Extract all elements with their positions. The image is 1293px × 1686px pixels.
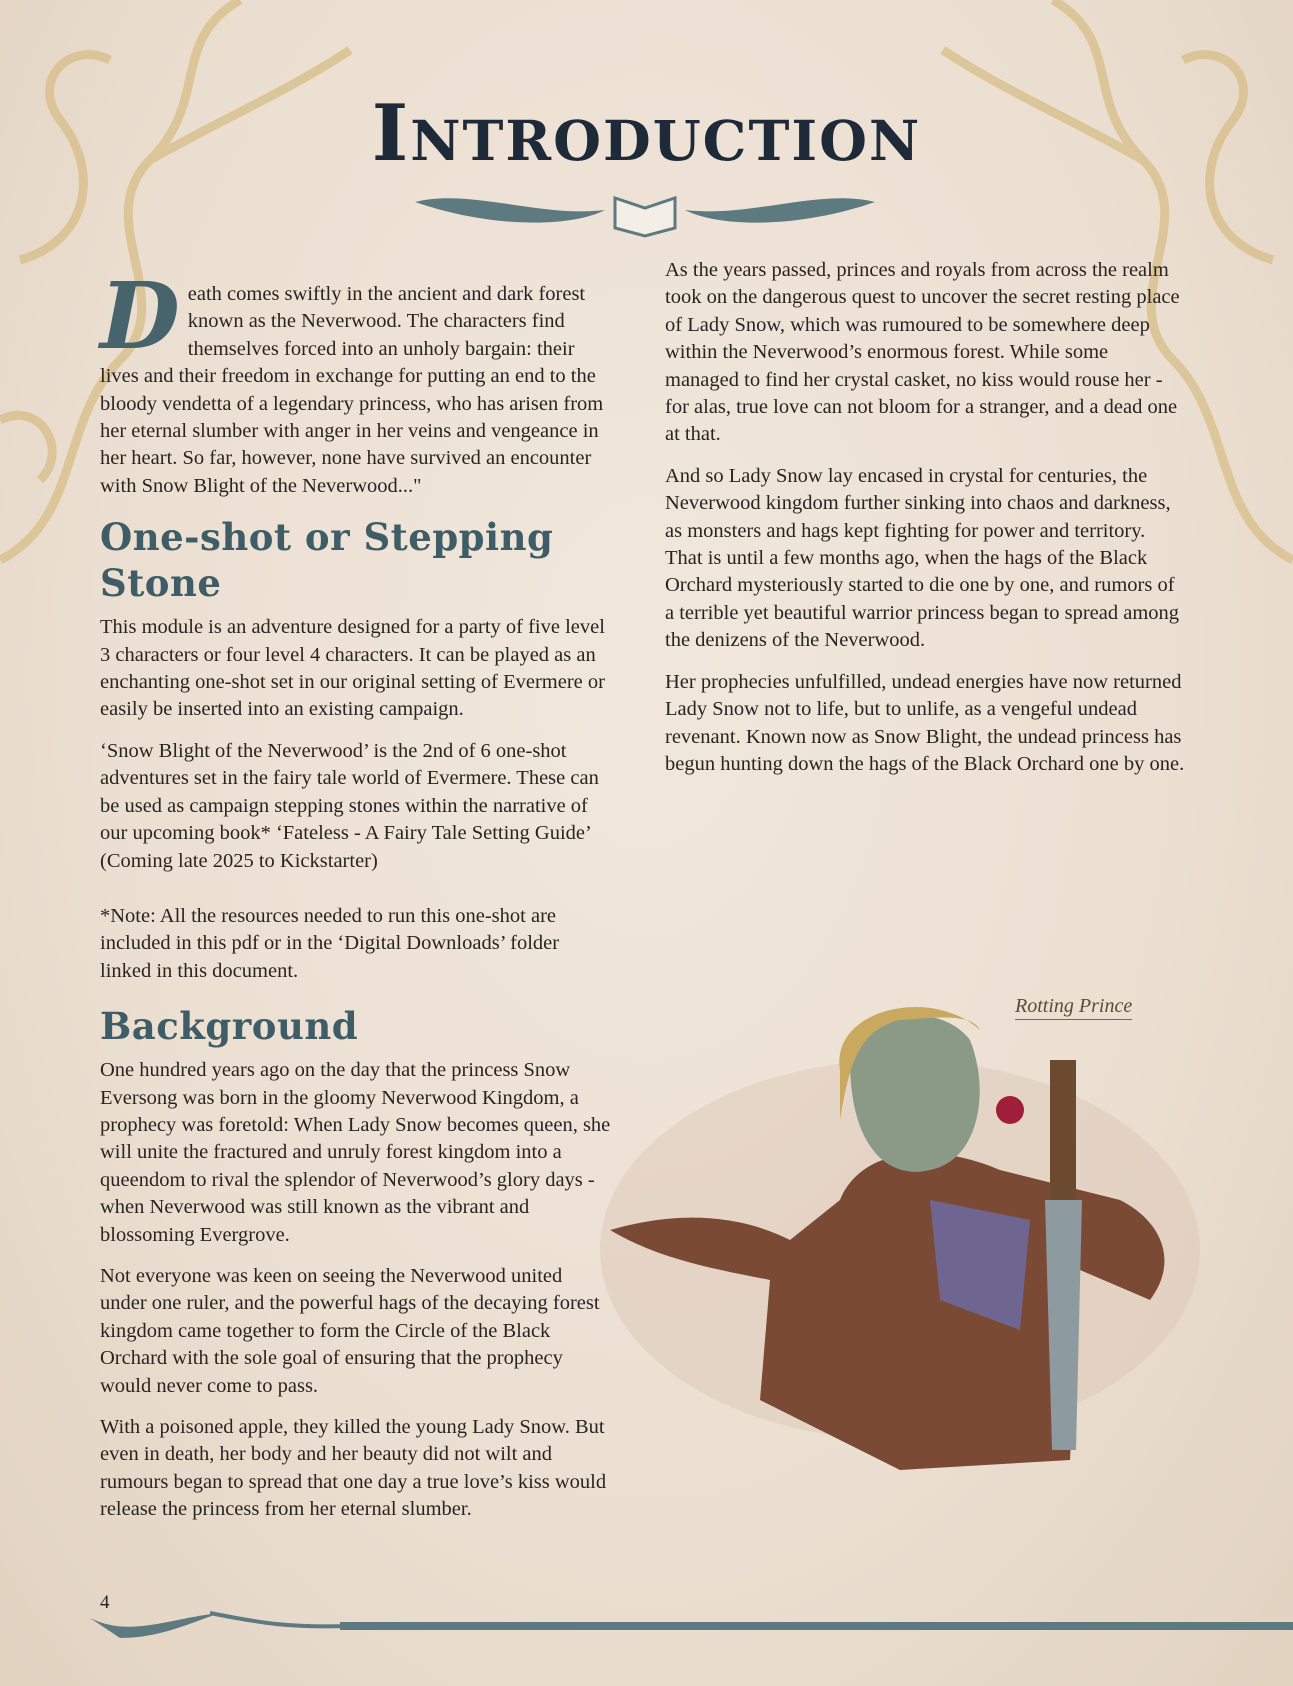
paragraph: With a poisoned apple, they killed the young Lady Snow. But even in death, her body and her beauty did not wilt and rumours began to spread that one day a true love’s kiss would release the princess from her eternal slumber. [100, 1416, 607, 1521]
paragraph: As the years passed, princes and royals from across the realm took on the dangerous quest to uncover the secret resting place of Lady Snow, which was rumoured to be somewhere deep within the Neverwood’s enormous forest. While some managed to find her crystal casket, no kiss would rouse her - for alas, true love can not bloom for a stranger, and a dead one at that. [665, 259, 1180, 446]
page-number: 4 [100, 1592, 110, 1613]
left-column [100, 262, 612, 1538]
section-heading-one-shot: One-shot or Stepping Stone [100, 515, 554, 606]
page-title: Introduction [371, 88, 922, 179]
rotting-prince-illustration [600, 1000, 1240, 1500]
paragraph: One hundred years ago on the day that the princess Snow Eversong was born in the gloomy Neverwood Kingdom, a prophecy was foretold: When Lady Snow becomes queen, she will unite the fractured and unruly forest kingdom into a queendom to rival the splendor of Neverwood’s glory days - when Neverwood was still known as the vibrant and blossoming Evergrove. [100, 1059, 611, 1246]
right-column [665, 257, 1185, 792]
paragraph: Her prophecies unfulfilled, undead energies have now returned Lady Snow not to life, but to unlife, as a vengeful undead revenant. Known now as Snow Blight, the undead princess has begun hunting down the hags of the Black Orchard one by one. [665, 670, 1185, 775]
paragraph: ‘Snow Blight of the Neverwood’ is the 2nd of 6 one-shot adventures set in the fairy tale world of Evermere. These can be used as campaign stepping stones within the narrative of our upcoming book* ‘Fateless - A Fairy Tale Setting Guide’ (Coming late 2025 to Kickstarter) [100, 739, 599, 872]
drop-cap: D [100, 262, 180, 370]
section-heading-background: Background [100, 1004, 359, 1049]
intro-paragraph: Death comes swiftly in the ancient and dark forest known as the Neverwood. The characters find themselves forced into an unholy bargain: their lives and their freedom in exchange for putting an end to the bloody vendetta of a legendary princess, who has arisen from her eternal slumber with anger in her veins and vengeance in her heart. So far, however, none have survived an encounter with Snow Blight of the Neverwood..." [100, 262, 604, 497]
paragraph: This module is an adventure designed for a party of five level 3 characters or four level 4 characters. It can be played as an enchanting one-shot set in our original setting of Evermere or easily be inserted into an existing campaign. [100, 616, 605, 721]
bottom-border-decoration [90, 1608, 1293, 1648]
figure-caption: Rotting Prince [1015, 995, 1132, 1020]
book-ornament-icon [410, 188, 880, 238]
paragraph: And so Lady Snow lay encased in crystal for centuries, the Neverwood kingdom further sinking into chaos and darkness, as monsters and hags kept fighting for power and territory. That is until a few months ago, when the hags of the Black Orchard mysteriously started to die one by one, and rumors of a terrible yet beautiful warrior princess began to spread among the denizens of the Neverwood. [665, 464, 1180, 652]
paragraph: Not everyone was keen on seeing the Neverwood united under one ruler, and the powerful hags of the decaying forest kingdom came together to form the Circle of the Black Orchard with the sole goal of ensuring that the prophecy would never come to pass. [100, 1264, 600, 1397]
note-paragraph: *Note: All the resources needed to run this one-shot are included in this pdf or in the ‘Digital Downloads’ folder linked in this document. [100, 904, 560, 982]
